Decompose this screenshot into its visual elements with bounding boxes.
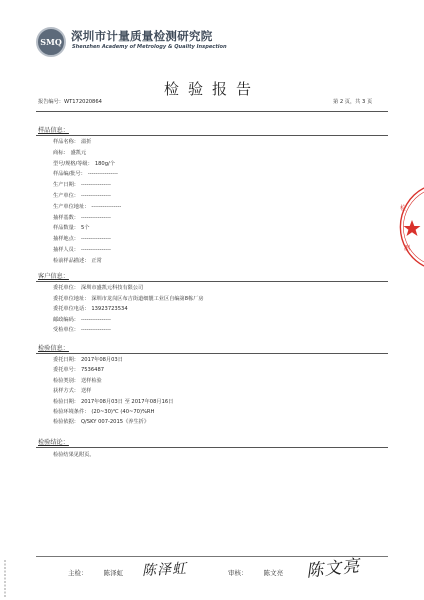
field-value: ----------------	[91, 203, 122, 210]
institute-name-cn: 深圳市计量质量检测研究院	[71, 29, 213, 43]
field-row	[53, 285, 143, 292]
field-value: ----------------	[80, 236, 111, 243]
inspection-info-heading: 检验信息：	[38, 345, 69, 352]
chief-name: 陈泽虹	[103, 569, 124, 577]
field-value: 深圳市龙岗区布吉街道细靓工业区自编第8栋厂房	[91, 295, 204, 302]
field-value: 深圳市盛凯元科技有限公司	[80, 285, 144, 291]
field-row	[53, 247, 111, 254]
field-value: ----------------	[80, 214, 111, 221]
field-value: 13923723534	[91, 306, 128, 313]
field-row	[53, 306, 128, 313]
reviewer-name: 陈文亮	[263, 569, 284, 577]
field-row	[53, 388, 91, 395]
field-row	[53, 225, 89, 232]
report-number-label: 报告编号：	[38, 99, 64, 105]
field-value: 5个	[80, 225, 90, 232]
field-value: Q/SKY 007-2015《养生折》	[80, 419, 150, 426]
client-info-rule	[36, 281, 388, 282]
reviewer-label: 审核：	[228, 569, 248, 577]
field-row	[53, 327, 111, 334]
field-row	[53, 236, 111, 243]
field-label: 委托单位地址：	[53, 295, 90, 302]
field-value: ----------------	[80, 182, 111, 189]
field-label: 委托单位：	[53, 285, 79, 291]
field-row	[53, 150, 86, 157]
field-label: 邮政编码：	[53, 316, 79, 323]
field-row	[53, 171, 118, 178]
sample-info-rule	[36, 135, 388, 136]
field-label: 生产日期：	[53, 182, 79, 189]
field-row	[53, 419, 149, 426]
institute-name-en: Shenzhen Academy of Metrology & Quality Inspection	[72, 44, 227, 50]
header-rule	[36, 111, 388, 112]
field-label: 抽样地点：	[53, 236, 79, 243]
field-label: 样品名称：	[53, 139, 79, 145]
conclusion-rule	[36, 447, 388, 448]
field-row	[53, 193, 111, 200]
field-label: 检验依据：	[53, 419, 79, 426]
field-value: 溢折	[80, 139, 92, 145]
field-value: ----------------	[80, 247, 111, 253]
field-row	[53, 204, 121, 211]
field-label: 委托单位电话：	[53, 306, 90, 313]
conclusion-text: 检验结果见附页。	[53, 452, 95, 458]
field-value: 送样检验	[80, 377, 102, 384]
field-label: 检前样品描述：	[53, 257, 90, 264]
field-row	[53, 399, 173, 406]
chief-signature: 陈泽虹	[141, 560, 188, 580]
client-info-heading: 客户信息：	[38, 273, 69, 280]
field-value: ----------------	[80, 316, 111, 323]
field-row	[53, 139, 91, 146]
field-label: 样品编/批号：	[53, 171, 86, 178]
field-value: 7536487	[80, 367, 105, 374]
red-seal-stamp	[392, 180, 424, 270]
field-value: 180g/个	[94, 160, 115, 167]
field-row	[53, 409, 154, 416]
field-label: 获样方式：	[53, 388, 79, 395]
report-number	[38, 99, 102, 106]
report-number-value: WT172020864	[63, 99, 102, 105]
field-row	[53, 367, 104, 374]
field-label: 型号/规格/等级：	[53, 160, 93, 167]
field-value: 送样	[80, 388, 92, 395]
field-value: (20~30)℃ (40~70)%RH	[91, 409, 155, 415]
field-row	[53, 357, 123, 364]
inspection-info-rule	[36, 353, 388, 354]
field-label: 检验环境条件：	[53, 409, 90, 415]
field-label: 商标：	[53, 149, 69, 156]
chief-label: 主检：	[68, 569, 88, 577]
field-value: ----------------	[80, 193, 111, 199]
margin-mark	[2, 560, 8, 598]
field-row	[53, 296, 204, 303]
field-row	[53, 182, 111, 189]
field-row	[53, 215, 111, 222]
sample-info-heading: 样品信息：	[38, 127, 69, 134]
reviewer	[228, 568, 283, 577]
field-label: 抽样人员：	[53, 247, 79, 253]
svg-text:检: 检	[400, 205, 407, 212]
field-value: 2017年08月03日 至 2017年08月16日	[80, 398, 174, 405]
field-value: ----------------	[80, 327, 111, 334]
field-label: 委托单号：	[53, 367, 79, 374]
field-label: 检验日期：	[53, 398, 79, 405]
field-row	[53, 378, 102, 385]
page-info: 第 2 页，共 3 页	[333, 99, 373, 105]
field-row	[53, 317, 111, 324]
field-label: 生产单位地址：	[53, 203, 90, 210]
field-label: 检验类别：	[53, 377, 79, 384]
reviewer-signature: 陈文亮	[305, 556, 362, 582]
field-value: 盛凯元	[70, 149, 87, 156]
chief-inspector	[68, 568, 123, 577]
field-label: 抽样基数：	[53, 214, 79, 221]
conclusion-heading: 检验结论：	[38, 439, 69, 446]
field-row	[53, 161, 115, 168]
field-label: 委托日期：	[53, 357, 79, 363]
field-value: 2017年08月03日	[80, 357, 123, 363]
field-row	[53, 258, 102, 265]
svg-text:测: 测	[404, 245, 411, 252]
field-label: 样品数量：	[53, 225, 79, 232]
field-label: 受检单位：	[53, 327, 79, 334]
report-title: 检验报告	[163, 80, 260, 98]
field-value: 正常	[91, 257, 102, 264]
institute-logo: SMQ	[36, 27, 66, 57]
field-value: ----------------	[87, 171, 118, 178]
field-label: 生产单位：	[53, 193, 79, 199]
